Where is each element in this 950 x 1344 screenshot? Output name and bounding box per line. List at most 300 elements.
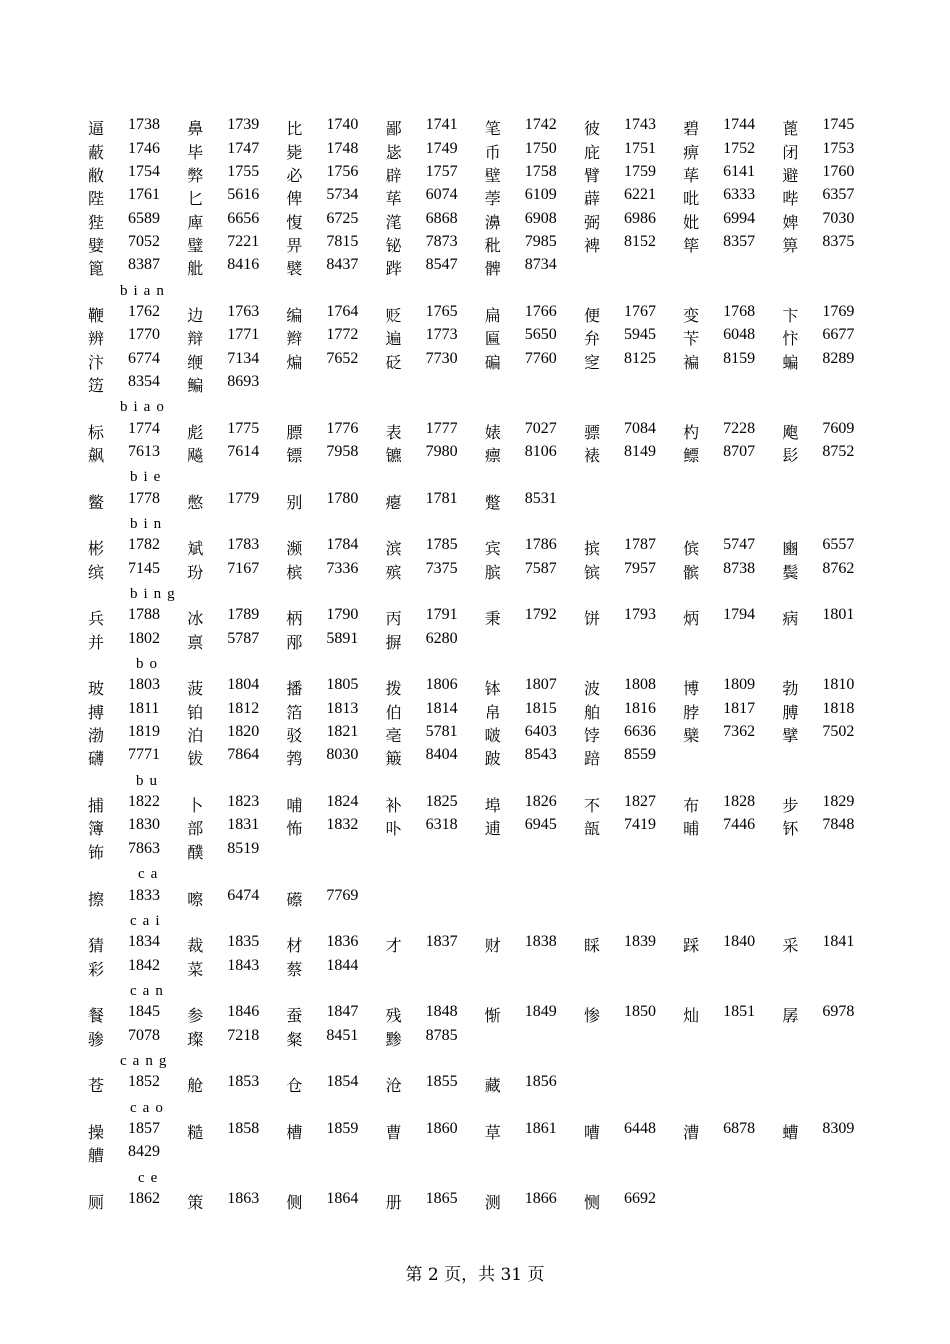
entry-row (88, 793, 878, 816)
char-entry (286, 1027, 385, 1050)
char-entry (187, 326, 286, 349)
character: 斌 (187, 539, 204, 559)
char-entry (187, 1027, 286, 1050)
character: 藏 (484, 1076, 501, 1096)
character: 膘 (286, 422, 303, 442)
char-code: 7502 (822, 723, 855, 741)
char-entry (88, 326, 187, 349)
character: 嚓 (187, 889, 204, 909)
char-entry (683, 326, 782, 349)
char-code: 7221 (227, 232, 260, 250)
char-entry (88, 606, 187, 629)
char-code: 6986 (623, 209, 656, 227)
char-entry (584, 933, 683, 956)
char-code: 1802 (128, 629, 160, 647)
entry-row (88, 956, 878, 979)
character: 渤 (88, 726, 105, 746)
character: 沧 (385, 1076, 402, 1096)
char-code: 6978 (822, 1003, 855, 1021)
character: 哔 (782, 189, 799, 209)
char-entry (386, 746, 485, 769)
character: 膑 (484, 562, 501, 582)
character: 憋 (187, 492, 204, 512)
char-entry (286, 676, 385, 699)
char-code: 8543 (524, 746, 557, 764)
char-code: 1824 (326, 793, 359, 811)
char-code: 6074 (425, 186, 458, 204)
character: 啵 (484, 726, 501, 746)
character: 陛 (88, 189, 105, 209)
char-code: 6048 (723, 326, 756, 344)
char-entry (286, 163, 385, 186)
character: 帛 (484, 702, 501, 722)
char-entry (88, 1120, 187, 1143)
char-entry (485, 233, 584, 256)
char-code: 7614 (227, 442, 260, 460)
char-code: 1862 (128, 1189, 160, 1207)
character: 豳 (782, 539, 799, 559)
char-code: 1763 (227, 302, 260, 320)
char-code: 8762 (822, 559, 855, 577)
char-entry (88, 840, 187, 863)
char-code: 8416 (227, 256, 260, 274)
character: 拨 (385, 679, 402, 699)
char-entry (187, 443, 286, 466)
char-code: 1754 (128, 162, 160, 180)
character: 彩 (88, 959, 105, 979)
character: 鳊 (187, 375, 204, 395)
char-entry (584, 536, 683, 559)
char-code: 1811 (128, 699, 160, 717)
char-code: 1775 (227, 419, 260, 437)
char-code: 1776 (326, 419, 359, 437)
entry-row (88, 1143, 878, 1166)
char-code: 1821 (326, 723, 359, 741)
char-code: 7958 (326, 442, 359, 460)
character: 醭 (187, 842, 204, 862)
char-code: 1814 (425, 699, 458, 717)
char-code: 7375 (425, 559, 458, 577)
char-entry (286, 210, 385, 233)
character: 才 (385, 936, 402, 956)
char-code: 1820 (227, 723, 260, 741)
char-entry (782, 676, 881, 699)
character: 脖 (683, 702, 700, 722)
char-code: 6636 (623, 723, 656, 741)
char-entry (88, 793, 187, 816)
char-entry (683, 350, 782, 373)
char-code: 1817 (723, 699, 756, 717)
character: 参 (187, 1006, 204, 1026)
char-entry (187, 116, 286, 139)
char-entry (286, 630, 385, 653)
char-code: 8309 (822, 1119, 855, 1137)
char-code: 1786 (524, 536, 557, 554)
entry-row (88, 840, 878, 863)
char-code: 1845 (128, 1003, 160, 1021)
character-index (88, 116, 878, 1213)
char-entry (386, 536, 485, 559)
char-code: 1810 (822, 676, 855, 694)
char-code: 1828 (723, 793, 756, 811)
character: 畀 (286, 235, 303, 255)
char-entry (88, 1190, 187, 1213)
char-entry (485, 793, 584, 816)
char-entry (683, 186, 782, 209)
char-code: 1780 (326, 489, 359, 507)
char-entry (683, 303, 782, 326)
char-entry (683, 140, 782, 163)
char-code: 7730 (425, 349, 458, 367)
char-entry (584, 140, 683, 163)
char-entry (187, 1190, 286, 1213)
char-entry (88, 887, 187, 910)
character: 冰 (187, 609, 204, 629)
character: 璨 (187, 1029, 204, 1049)
char-entry (88, 630, 187, 653)
char-entry (782, 560, 881, 583)
char-code: 1855 (425, 1073, 458, 1091)
char-entry (88, 723, 187, 746)
character: 濒 (286, 539, 303, 559)
char-entry (584, 676, 683, 699)
character: 砭 (385, 352, 402, 372)
character: 邴 (286, 632, 303, 652)
char-entry (584, 233, 683, 256)
char-code: 1760 (822, 162, 855, 180)
character: 碧 (683, 119, 700, 139)
char-code: 1773 (425, 326, 458, 344)
entry-row (88, 886, 878, 909)
char-code: 6357 (822, 186, 855, 204)
character: 鹁 (286, 749, 303, 769)
pinyin-heading: biao (120, 399, 170, 416)
char-entry (683, 676, 782, 699)
char-entry (485, 210, 584, 233)
character: 搏 (88, 702, 105, 722)
char-entry (187, 793, 286, 816)
entry-row (88, 233, 878, 256)
char-code: 8152 (623, 232, 656, 250)
char-entry (386, 606, 485, 629)
character: 采 (782, 936, 799, 956)
char-code: 1774 (128, 419, 160, 437)
character: 吡 (683, 189, 700, 209)
char-code: 1807 (524, 676, 557, 694)
character: 恻 (583, 1192, 600, 1212)
character: 边 (187, 305, 204, 325)
character: 残 (385, 1006, 402, 1026)
character: 柄 (286, 609, 303, 629)
character: 蔡 (286, 959, 303, 979)
char-entry (782, 350, 881, 373)
char-code: 6109 (524, 186, 557, 204)
character: 钸 (88, 842, 105, 862)
char-entry (485, 723, 584, 746)
char-entry (386, 256, 485, 279)
character: 怖 (286, 819, 303, 839)
char-entry (782, 1120, 881, 1143)
char-code: 1756 (326, 162, 359, 180)
char-entry (683, 163, 782, 186)
character: 辟 (385, 165, 402, 185)
character: 苄 (683, 329, 700, 349)
char-code: 1866 (524, 1189, 557, 1207)
character: 布 (683, 796, 700, 816)
character: 笾 (88, 375, 105, 395)
pinyin-heading: cao (130, 1099, 169, 1116)
char-entry (584, 1003, 683, 1026)
char-entry (286, 256, 385, 279)
char-code: 1790 (326, 606, 359, 624)
character: 裱 (583, 445, 600, 465)
char-entry (286, 303, 385, 326)
char-code: 1784 (326, 536, 359, 554)
character: 毕 (187, 142, 204, 162)
char-code: 8106 (524, 442, 557, 460)
character: 操 (88, 1122, 105, 1142)
char-code: 7652 (326, 349, 359, 367)
char-entry (187, 210, 286, 233)
char-code: 1844 (326, 956, 359, 974)
char-entry (187, 723, 286, 746)
char-code: 6557 (822, 536, 855, 554)
char-code: 7419 (623, 816, 656, 834)
pinyin-heading: bo (136, 656, 163, 673)
char-code: 1744 (723, 116, 756, 134)
char-code: 8734 (524, 256, 557, 274)
character: 礤 (286, 889, 303, 909)
char-entry (286, 1073, 385, 1096)
char-entry (386, 676, 485, 699)
char-code: 1805 (326, 676, 359, 694)
char-code: 1788 (128, 606, 160, 624)
char-entry (683, 793, 782, 816)
character: 踣 (583, 749, 600, 769)
character: 瓿 (583, 819, 600, 839)
character: 擦 (88, 889, 105, 909)
char-entry (88, 536, 187, 559)
char-code: 7815 (326, 232, 359, 250)
char-code: 8030 (326, 746, 359, 764)
character: 饼 (583, 609, 600, 629)
char-code: 6878 (723, 1119, 756, 1137)
character: 秕 (484, 235, 501, 255)
char-entry (683, 560, 782, 583)
char-code: 1864 (326, 1189, 359, 1207)
char-code: 1769 (822, 302, 855, 320)
char-code: 1748 (326, 139, 359, 157)
char-code: 1746 (128, 139, 160, 157)
char-code: 6725 (326, 209, 359, 227)
character: 辨 (88, 329, 105, 349)
character: 饽 (583, 726, 600, 746)
character: 庳 (187, 212, 204, 232)
char-entry (88, 676, 187, 699)
char-entry (88, 140, 187, 163)
character: 鳖 (88, 492, 105, 512)
char-entry (88, 256, 187, 279)
character: 臂 (583, 165, 600, 185)
char-entry (88, 1003, 187, 1026)
char-code: 1750 (524, 139, 557, 157)
char-entry (286, 536, 385, 559)
char-code: 8375 (822, 232, 855, 250)
char-code: 8559 (623, 746, 656, 764)
char-code: 7873 (425, 232, 458, 250)
character: 变 (683, 305, 700, 325)
char-entry (386, 233, 485, 256)
char-code: 5781 (425, 723, 458, 741)
char-entry (286, 326, 385, 349)
char-code: 1789 (227, 606, 260, 624)
character: 槽 (286, 1122, 303, 1142)
char-entry (584, 746, 683, 769)
entry-row (88, 700, 878, 723)
character: 匾 (484, 329, 501, 349)
char-code: 1854 (326, 1073, 359, 1091)
character: 妣 (683, 212, 700, 232)
char-code: 1765 (425, 302, 458, 320)
char-entry (286, 233, 385, 256)
character: 逼 (88, 119, 105, 139)
character: 亳 (385, 726, 402, 746)
character: 弼 (583, 212, 600, 232)
entry-row (88, 209, 878, 232)
char-entry (782, 536, 881, 559)
char-code: 1803 (128, 676, 160, 694)
char-entry (286, 746, 385, 769)
char-entry (88, 350, 187, 373)
char-entry (782, 233, 881, 256)
char-code: 1815 (524, 699, 557, 717)
char-code: 1851 (723, 1003, 756, 1021)
character: 灿 (683, 1006, 700, 1026)
character: 笔 (484, 119, 501, 139)
character: 标 (88, 422, 105, 442)
character: 避 (782, 165, 799, 185)
char-code: 7027 (524, 419, 557, 437)
pinyin-heading: bing (130, 586, 181, 603)
character: 卜 (187, 796, 204, 816)
char-code: 7863 (128, 839, 160, 857)
character: 泊 (187, 726, 204, 746)
char-code: 1863 (227, 1189, 260, 1207)
character: 孱 (782, 1006, 799, 1026)
char-code: 1772 (326, 326, 359, 344)
character: 痹 (683, 142, 700, 162)
entry-row (88, 419, 878, 442)
character: 艚 (88, 1146, 105, 1166)
character: 步 (782, 796, 799, 816)
char-code: 7362 (723, 723, 756, 741)
char-code: 7769 (326, 886, 359, 904)
character: 裁 (187, 936, 204, 956)
char-code: 1743 (623, 116, 656, 134)
character: 餐 (88, 1006, 105, 1026)
char-entry (187, 746, 286, 769)
char-code: 1846 (227, 1003, 260, 1021)
char-entry (386, 1003, 485, 1026)
char-code: 1751 (623, 139, 656, 157)
character: 踩 (683, 936, 700, 956)
char-entry (286, 560, 385, 583)
char-code: 6692 (623, 1189, 656, 1207)
char-entry (584, 606, 683, 629)
char-code: 1857 (128, 1119, 160, 1137)
character: 猜 (88, 936, 105, 956)
character: 镳 (385, 445, 402, 465)
character: 曹 (385, 1122, 402, 1142)
char-code: 1783 (227, 536, 260, 554)
char-code: 1847 (326, 1003, 359, 1021)
char-entry (485, 256, 584, 279)
char-entry (88, 490, 187, 513)
character: 比 (286, 119, 303, 139)
char-entry (286, 933, 385, 956)
char-entry (386, 350, 485, 373)
char-entry (782, 606, 881, 629)
character: 跸 (385, 259, 402, 279)
char-code: 1793 (623, 606, 656, 624)
char-entry (88, 373, 187, 396)
char-entry (88, 816, 187, 839)
char-code: 6221 (623, 186, 656, 204)
character: 捕 (88, 796, 105, 816)
char-code: 1852 (128, 1073, 160, 1091)
char-code: 5787 (227, 629, 260, 647)
character: 别 (286, 492, 303, 512)
char-entry (286, 887, 385, 910)
char-code: 7145 (128, 559, 160, 577)
character: 病 (782, 609, 799, 629)
character: 筚 (683, 235, 700, 255)
char-entry (485, 933, 584, 956)
char-code: 1742 (524, 116, 557, 134)
character: 窆 (583, 352, 600, 372)
char-code: 1859 (326, 1119, 359, 1137)
char-code: 1768 (723, 302, 756, 320)
char-code: 5945 (623, 326, 656, 344)
character: 补 (385, 796, 402, 816)
char-code: 1809 (723, 676, 756, 694)
char-code: 6448 (623, 1119, 656, 1137)
char-code: 1813 (326, 699, 359, 717)
char-code: 6141 (723, 162, 756, 180)
character: 苍 (88, 1076, 105, 1096)
char-entry (782, 116, 881, 139)
char-code: 1849 (524, 1003, 557, 1021)
char-entry (485, 490, 584, 513)
character: 摈 (583, 539, 600, 559)
character: 鞭 (88, 305, 105, 325)
character: 惭 (484, 1006, 501, 1026)
character: 铂 (187, 702, 204, 722)
char-entry (386, 793, 485, 816)
char-entry (386, 1120, 485, 1143)
char-entry (782, 723, 881, 746)
character: 便 (583, 305, 600, 325)
char-entry (485, 560, 584, 583)
character: 匕 (187, 189, 204, 209)
char-entry (386, 116, 485, 139)
char-code: 1792 (524, 606, 557, 624)
char-entry (187, 350, 286, 373)
char-entry (386, 490, 485, 513)
character: 璧 (187, 235, 204, 255)
character: 博 (683, 679, 700, 699)
char-entry (88, 233, 187, 256)
